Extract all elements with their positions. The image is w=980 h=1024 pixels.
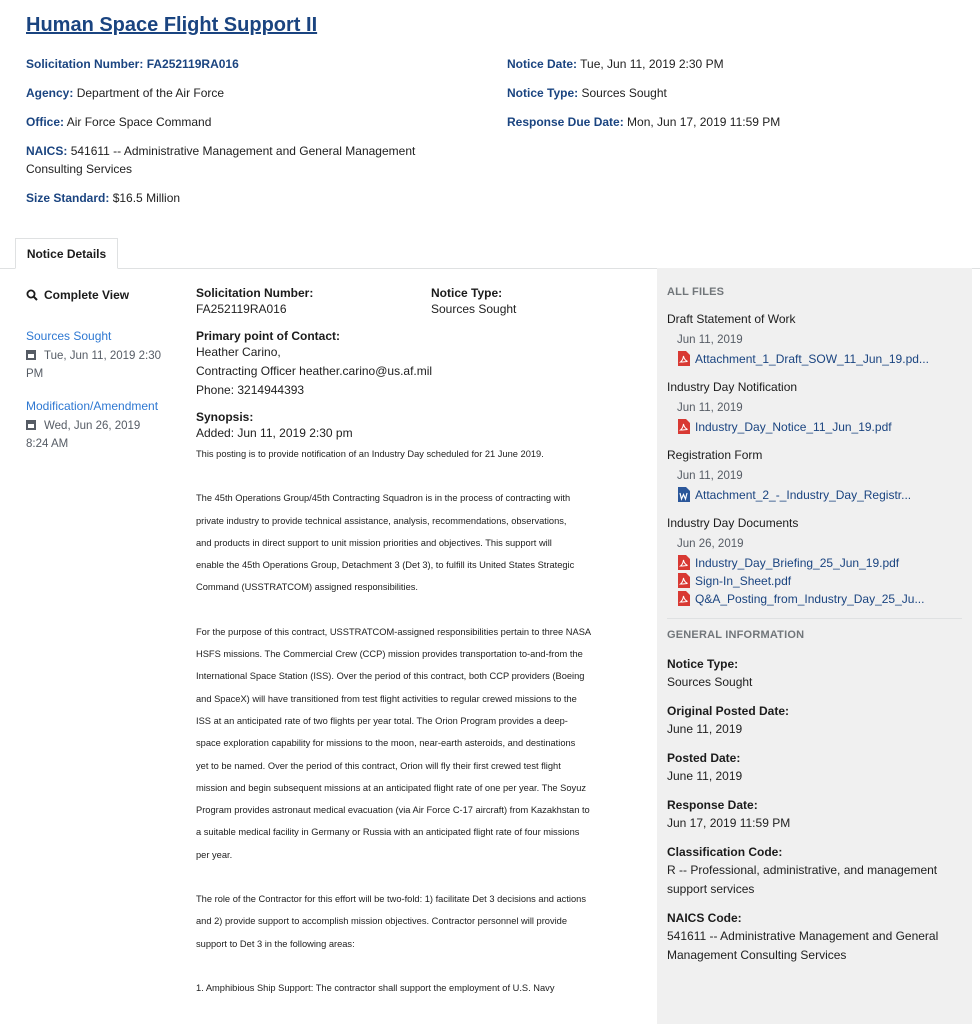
office-row: [26, 113, 211, 131]
solicitation-number-row: [26, 55, 239, 73]
gi-value: June 11, 2019: [667, 722, 743, 736]
naics-label: NAICS:: [26, 144, 68, 158]
notice-title[interactable]: Human Space Flight Support II: [26, 14, 318, 36]
nav-date-line-2: PM: [26, 368, 44, 380]
gi-value: R -- Professional, administrative, and management support services: [667, 863, 938, 896]
size-standard-label: Size Standard:: [26, 191, 110, 205]
file-group-date: Jun 11, 2019: [677, 402, 743, 414]
synopsis-line: ISS at an anticipated rate of two flights per year total. The Orion Program provides a deep-: [196, 715, 568, 726]
pdf-icon: [677, 419, 690, 434]
poc-phone: Phone: 3214944393: [196, 383, 305, 397]
file-group-date: Jun 11, 2019: [677, 470, 743, 482]
synopsis-line: enable the 45th Operations Group, Detachment 3 (Det 3), to fulfill its United States Strategic: [196, 560, 575, 571]
notice-detail-content: [196, 286, 648, 999]
file-link[interactable]: [667, 487, 962, 502]
office-value: Air Force Space Command: [66, 115, 212, 129]
pdf-icon: [677, 351, 690, 366]
nav-sources-sought-date: [26, 347, 186, 383]
pdf-icon: [677, 591, 690, 606]
file-name: Attachment_2_-_Industry_Day_Registr...: [695, 487, 912, 502]
general-info-heading: GENERAL INFORMATION: [667, 629, 805, 641]
file-group-date: Jun 26, 2019: [677, 538, 744, 550]
notice-type-label: Notice Type:: [507, 86, 579, 100]
notice-type-value: Sources Sought: [581, 86, 667, 100]
solicitation-value: FA252119RA016: [196, 302, 287, 316]
synopsis-line: private industry to provide technical assistance, analysis, recommendations, observations,: [196, 515, 567, 526]
file-name: Q&A_Posting_from_Industry_Day_25_Ju...: [695, 591, 925, 606]
naics-row: [26, 142, 446, 178]
file-name: Sign-In_Sheet.pdf: [695, 573, 792, 588]
word-icon: [677, 487, 690, 502]
synopsis-added: Added: Jun 11, 2019 2:30 pm: [196, 426, 353, 440]
file-link[interactable]: [667, 555, 962, 570]
file-group-name: Industry Day Notification: [667, 380, 798, 394]
synopsis-line: support to Det 3 in the following areas:: [196, 938, 355, 949]
synopsis-line: and SpaceX) will have transitioned from test flight activities to regular crewed missions to the: [196, 693, 577, 704]
notice-type-row: [507, 84, 667, 102]
sidebar: [657, 268, 972, 1024]
nav-modification-link[interactable]: Modification/Amendment: [26, 399, 159, 413]
gi-label: Posted Date:: [667, 751, 741, 765]
gi-label: Response Date:: [667, 798, 758, 812]
synopsis-paragraph: This posting is to provide notification of an Industry Day scheduled for 21 June 2019.: [196, 449, 544, 459]
file-group-name: Industry Day Documents: [667, 516, 799, 530]
gi-label: Classification Code:: [667, 845, 783, 859]
gi-label: Original Posted Date:: [667, 704, 790, 718]
response-due-label: Response Due Date:: [507, 115, 624, 129]
notice-date-value: Tue, Jun 11, 2019 2:30 PM: [580, 57, 724, 71]
gi-value: June 11, 2019: [667, 769, 743, 783]
nav-modification-date: [26, 417, 186, 453]
naics-value-2: Consulting Services: [26, 162, 133, 176]
file-name: Attachment_1_Draft_SOW_11_Jun_19.pd...: [695, 351, 929, 366]
nav-date-line-2: 8:24 AM: [26, 438, 69, 450]
gi-value: Sources Sought: [667, 675, 753, 689]
history-nav: [26, 286, 186, 453]
synopsis-line: space exploration capability for missions to the moon, near-earth asteroids, and destinations: [196, 738, 576, 749]
synopsis-line: yet to be named. Over the period of this contract, Orion will fly their first crewed test flight: [196, 760, 561, 771]
synopsis-line: 1. Amphibious Ship Support: The contractor shall support the employment of U.S. Navy: [196, 982, 555, 993]
complete-view-label: Complete View: [44, 288, 130, 302]
nav-date-line-1: Wed, Jun 26, 2019: [44, 420, 141, 432]
agency-label: Agency:: [26, 86, 74, 100]
search-icon: [26, 289, 38, 301]
file-name: Industry_Day_Notice_11_Jun_19.pdf: [695, 419, 892, 434]
synopsis-line: a suitable medical facility in Germany or Russia with an anticipated flight rate of four missions: [196, 827, 580, 838]
solicitation-number-label: Solicitation Number:: [26, 57, 144, 71]
file-group-name: Registration Form: [667, 448, 763, 462]
synopsis-line: International Space Station (ISS). Over the period of this contract, both CCP providers (Boeing: [196, 671, 585, 682]
synopsis-line: The role of the Contractor for this effort will be two-fold: 1) facilitate Det 3 decisions and actions: [196, 894, 586, 905]
nav-sources-sought-link[interactable]: Sources Sought: [26, 329, 112, 343]
gi-label: Notice Type:: [667, 657, 739, 671]
notice-type-value: Sources Sought: [431, 302, 517, 316]
gi-label: NAICS Code:: [667, 911, 742, 925]
file-link[interactable]: [667, 573, 962, 588]
synopsis-line: Program provides astronaut medical evacuation (via Air Force C-17 aircraft) from Kazakhstan to: [196, 805, 590, 816]
file-group-name: Draft Statement of Work: [667, 312, 796, 326]
sidebar-divider: [667, 618, 962, 619]
synopsis-line: mission and begin subsequent missions at an anticipated flight rate of one per year. The Soyuz: [196, 782, 587, 793]
response-due-value: Mon, Jun 17, 2019 11:59 PM: [627, 115, 781, 129]
nav-date-line-1: Tue, Jun 11, 2019 2:30: [44, 350, 162, 362]
file-link[interactable]: [667, 419, 962, 434]
synopsis-text: [196, 443, 648, 999]
size-standard-row: [26, 189, 180, 207]
all-files-heading: ALL FILES: [667, 286, 725, 298]
gi-value: 541611 -- Administrative Management and General Management Consulting Services: [667, 929, 939, 962]
file-link[interactable]: [667, 591, 962, 606]
synopsis-line: and 2) provide support to accomplish mission objectives. Contractor personnel will provide: [196, 916, 568, 927]
response-due-row: [507, 113, 780, 131]
solicitation-number-value: FA252119RA016: [146, 57, 239, 71]
naics-value-1: 541611 -- Administrative Management and General Management: [70, 144, 416, 158]
solicitation-label: Solicitation Number:: [196, 286, 314, 300]
poc-title-email: Contracting Officer heather.carino@us.af.mil: [196, 364, 433, 378]
poc-label: Primary point of Contact:: [196, 329, 341, 343]
size-standard-value: $16.5 Million: [112, 191, 181, 205]
calendar-icon: [26, 420, 36, 430]
synopsis-line: per year.: [196, 849, 233, 860]
synopsis-line: The 45th Operations Group/45th Contracting Squadron is in the process of contracting with: [196, 493, 571, 504]
notice-date-row: [507, 55, 724, 73]
file-link[interactable]: [667, 351, 962, 366]
synopsis-label: Synopsis:: [196, 410, 254, 424]
file-group-date: Jun 11, 2019: [677, 334, 743, 346]
calendar-icon: [26, 350, 36, 360]
pdf-icon: [677, 555, 690, 570]
file-name: Industry_Day_Briefing_25_Jun_19.pdf: [695, 555, 900, 570]
gi-value: Jun 17, 2019 11:59 PM: [667, 816, 791, 830]
complete-view-link[interactable]: [26, 286, 186, 304]
agency-row: [26, 84, 224, 102]
notice-date-label: Notice Date:: [507, 57, 578, 71]
pdf-icon: [677, 573, 690, 588]
synopsis-line: Command (USSTRATCOM) assigned responsibilities.: [196, 582, 418, 593]
poc-name: Heather Carino,: [196, 345, 281, 359]
synopsis-line: HSFS missions. The Commercial Crew (CCP) mission provides transportation to-and-from the: [196, 649, 583, 660]
office-label: Office:: [26, 115, 65, 129]
agency-value: Department of the Air Force: [76, 86, 225, 100]
notice-type-label: Notice Type:: [431, 286, 503, 300]
synopsis-line: For the purpose of this contract, USSTRATCOM-assigned responsibilities pertain to three NASA: [196, 626, 592, 637]
synopsis-line: and products in direct support to unit mission priorities and objectives. This support will: [196, 537, 552, 548]
tab-notice-details[interactable]: Notice Details: [15, 238, 118, 269]
